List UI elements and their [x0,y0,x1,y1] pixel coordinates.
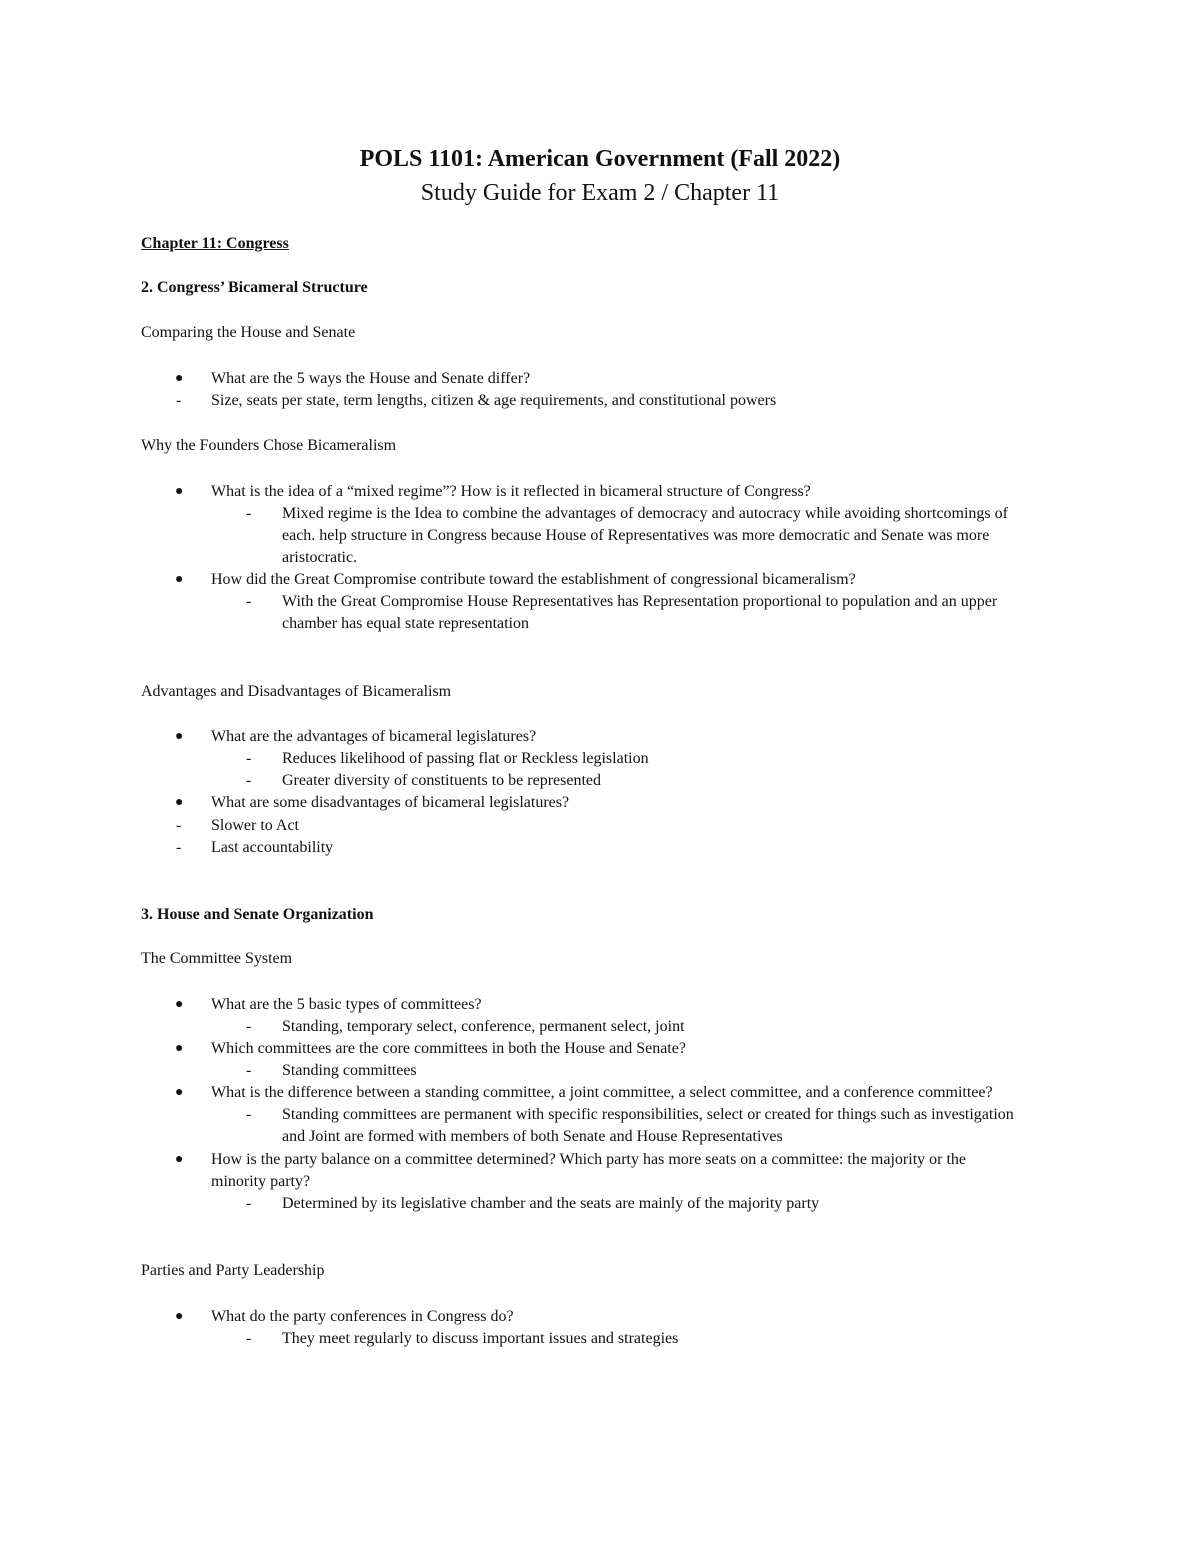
document-subtitle: Study Guide for Exam 2 / Chapter 11 [420,180,780,206]
answer-text: Size, seats per state, term lengths, citizen & age requirements, and constitutional powers [211,392,777,409]
answer-text-line: each. help structure in Congress because House of Representatives was more democratic and Senate was more [282,527,990,544]
question-text: What are the advantages of bicameral legislatures? [211,728,537,745]
answer-text: Standing committees [282,1062,417,1079]
subheading-parties: Parties and Party Leadership [141,1262,325,1279]
bullet-icon: ● [175,795,184,810]
question-text: How did the Great Compromise contribute toward the establishment of congressional bicameralism? [211,571,856,588]
dash-icon: - [246,1330,252,1347]
answer-text: Reduces likelihood of passing flat or Reckless legislation [282,750,649,767]
answer-text-line: chamber has equal state representation [282,615,529,632]
section-2-heading: 2. Congress’ Bicameral Structure [141,279,368,296]
bullet-icon: ● [175,729,184,744]
answer-text-line: Mixed regime is the Idea to combine the advantages of democracy and autocracy while avoiding shortcomings of [282,505,1008,522]
answer-text: Determined by its legislative chamber and the seats are mainly of the majority party [282,1195,820,1212]
question-text: What are the 5 basic types of committees? [211,996,482,1013]
section-3-heading: 3. House and Senate Organization [141,906,374,923]
bullet-icon: ● [175,371,184,386]
dash-icon: - [246,1018,252,1035]
dash-icon: - [246,750,252,767]
dash-icon: - [176,817,182,834]
bullet-icon: ● [175,1085,184,1100]
dash-icon: - [246,1195,252,1212]
subheading-advantages: Advantages and Disadvantages of Bicameralism [141,683,452,700]
question-text: What do the party conferences in Congress do? [211,1308,514,1325]
bullet-icon: ● [175,997,184,1012]
answer-text-line: aristocratic. [282,549,358,566]
question-text: What is the difference between a standing committee, a joint committee, a select committee, and a conference committee? [211,1084,993,1101]
dash-icon: - [246,772,252,789]
answer-text: Greater diversity of constituents to be represented [282,772,601,789]
dash-icon: - [246,593,252,610]
question-text: What are some disadvantages of bicameral legislatures? [211,794,570,811]
dash-icon: - [246,1106,252,1123]
document-title: POLS 1101: American Government (Fall 2022) [359,146,841,172]
bullet-icon: ● [175,484,184,499]
bullet-icon: ● [175,1041,184,1056]
dash-icon: - [176,392,182,409]
dash-icon: - [246,505,252,522]
bullet-icon: ● [175,1309,184,1324]
question-text: What are the 5 ways the House and Senate differ? [211,370,531,387]
bullet-icon: ● [175,572,184,587]
question-text-line: minority party? [211,1173,311,1190]
subheading-founders: Why the Founders Chose Bicameralism [141,437,397,454]
answer-text: Slower to Act [211,817,299,834]
subheading-comparing: Comparing the House and Senate [141,324,356,341]
dash-icon: - [176,839,182,856]
dash-icon: - [246,1062,252,1079]
subheading-committee: The Committee System [141,950,293,967]
chapter-heading: Chapter 11: Congress [141,235,289,252]
question-text: What is the idea of a “mixed regime”? How is it reflected in bicameral structure of Congress? [211,483,811,500]
answer-text-line: and Joint are formed with members of both Senate and House Representatives [282,1128,783,1145]
question-text: Which committees are the core committees in both the House and Senate? [211,1040,686,1057]
answer-text-line: Standing committees are permanent with specific responsibilities, select or created for things such as investigation [282,1106,1014,1123]
bullet-icon: ● [175,1152,184,1167]
answer-text-line: With the Great Compromise House Representatives has Representation proportional to population and an upper [282,593,998,610]
answer-text: They meet regularly to discuss important issues and strategies [282,1330,679,1347]
question-text-line: How is the party balance on a committee determined? Which party has more seats on a committee: the majority or the [211,1151,967,1168]
answer-text: Standing, temporary select, conference, permanent select, joint [282,1018,685,1035]
answer-text: Last accountability [211,839,334,856]
